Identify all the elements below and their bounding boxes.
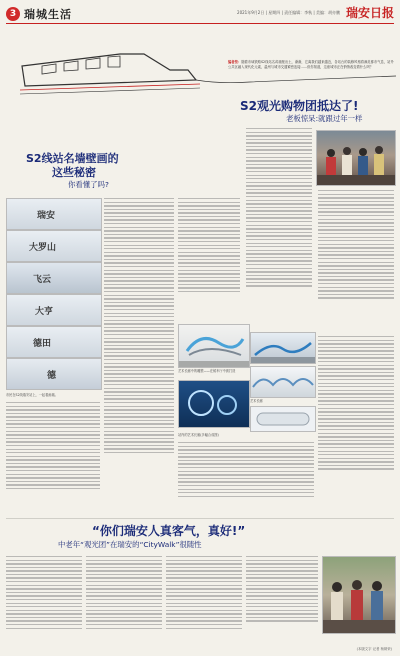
story2-headline-line2: 这些秘密: [52, 166, 96, 179]
story3-body-col2: [86, 556, 162, 648]
story1-body-col2: [318, 190, 394, 330]
section-number-badge: 3: [6, 7, 20, 21]
story2-headline-line1: S2线站名墙壁画的: [26, 152, 119, 165]
story3-body-col1: [6, 556, 82, 648]
story3-photo: [322, 556, 396, 634]
story2-body-col2: [178, 198, 240, 318]
story2-body-col1: [104, 198, 174, 516]
sculpture-art: [179, 325, 249, 367]
issue-meta: 2021年9月2日 | 星期四 | 责任编辑：李秋 | 美编：胡亦鹏: [237, 10, 340, 15]
story3-headline: “你们瑞安人真客气，真好!”: [92, 524, 246, 538]
header-rule: [6, 23, 394, 24]
newspaper-logo: 瑞安日报: [345, 6, 394, 20]
byline-credit: (本版文字 记者 杨荫荣): [356, 647, 392, 651]
wall-label-4: 大亨: [35, 307, 54, 317]
editor-note: [228, 60, 394, 69]
story1-body-col3: [318, 336, 394, 516]
corridor-art: [251, 333, 315, 363]
wall-label-1: 瑞安: [37, 211, 56, 221]
art-waves-photo: [250, 366, 316, 398]
wall-label-5: 德田: [33, 339, 52, 349]
blue-art: [179, 381, 249, 427]
wall-label-2: 大罗山: [29, 243, 57, 253]
art-sculpture-photo: [178, 324, 250, 368]
section-title: 瑞城生活: [24, 8, 72, 21]
photo-caption-sculpture: 艺术长廊中的雕塑——在候车厅中被打造: [178, 369, 236, 373]
station-wall-photo-6: [6, 358, 102, 390]
station-wall-photo-2: [6, 230, 102, 262]
story2-subhead: 你看懂了吗?: [68, 180, 109, 189]
wall-label-6: 德: [47, 371, 57, 381]
white-art: [251, 407, 315, 431]
story1-body-col1: [246, 128, 312, 328]
tourists-photo-art: [323, 557, 395, 633]
story1-subhead: 老板惊呆:就跟过年一样: [286, 114, 363, 123]
waves-art: [251, 367, 315, 397]
art-blue-photo: [178, 380, 250, 428]
station-wall-photo-3: [6, 262, 102, 294]
station-wall-photo-4: [6, 294, 102, 326]
page-header: [6, 6, 394, 28]
story3-body-col3: [166, 556, 242, 648]
art-corridor-photo: [250, 332, 316, 364]
photo-caption-corridor: 艺术长廊: [250, 399, 263, 403]
wall-label-3: 飞云: [33, 275, 52, 285]
crowd-photo-art: [317, 131, 395, 185]
station-wall-photo-5: [6, 326, 102, 358]
story3-subhead: 中老年“观光团”在瑞安的“CityWalk”很随性: [58, 540, 202, 549]
story2-body-col3: [178, 442, 314, 516]
story3-body-col4: [246, 556, 318, 640]
story1-headline: S2观光购物团抵达了!: [240, 99, 359, 113]
section-divider: [6, 518, 394, 519]
art-white-photo: [250, 406, 316, 432]
photo-caption-walls: 市民在S2线瑞安站上，一起看画墙。: [6, 393, 58, 397]
station-wall-photo-1: [6, 198, 102, 230]
editor-note-text: 随着市域铁路S2线站名或墙壁出土，渐渐，它离我们越来越近，各站台的装修风格将满足都市气息，站外公共区融入现代化元素，温州与城市交通紧密连接……但你知道，这座城市正在悄悄改变着什么吗？: [228, 60, 394, 69]
story2-body-col0: [6, 402, 100, 514]
editor-note-label: 编者按：: [228, 60, 242, 64]
story1-photo: [316, 130, 396, 186]
photo-caption-gallery: 站内的艺术长廊(多幅合成图): [178, 433, 219, 437]
